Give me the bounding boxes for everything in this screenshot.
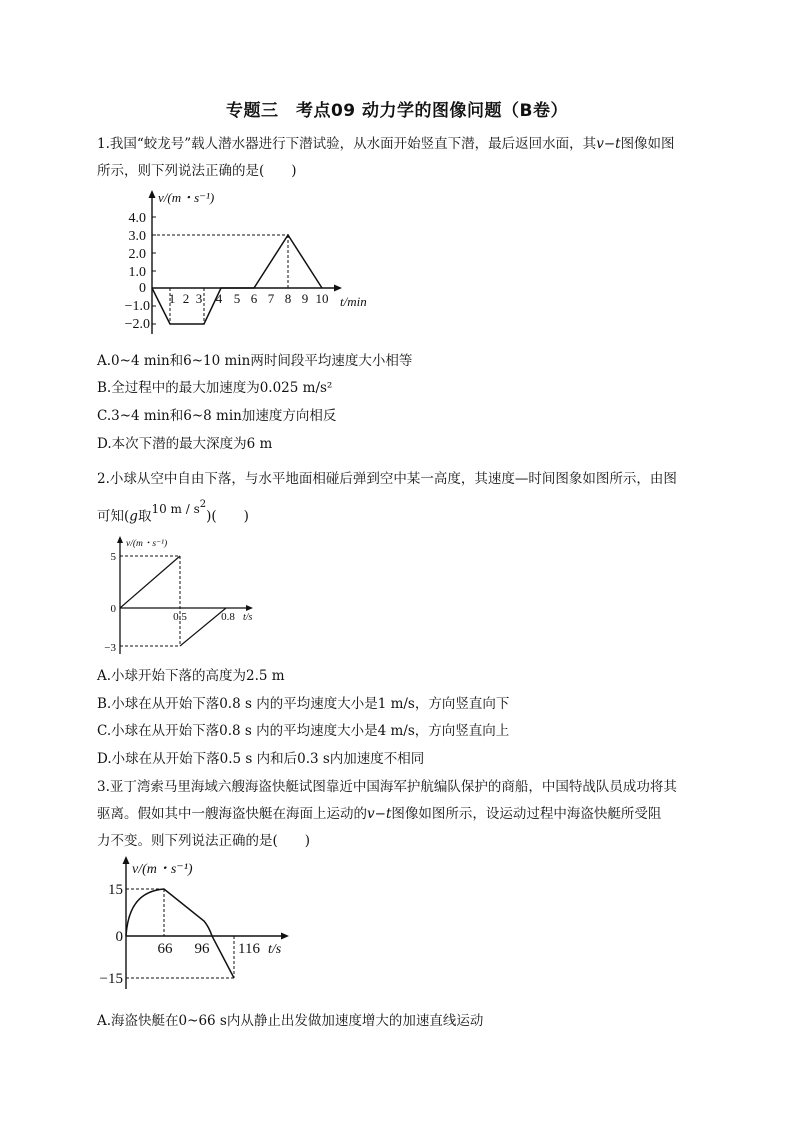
q2-xlabel: t/s — [243, 612, 253, 623]
q2-label-08: 0.8 — [221, 611, 235, 623]
q3-stem — [97, 774, 697, 855]
q2-stem-line2-c: )( ) — [206, 508, 249, 525]
q1-stem-vt: v−t — [596, 136, 621, 152]
q2-stem-line2-a: 可知( — [97, 508, 130, 525]
q1-ytick-m1: −1.0 — [124, 299, 150, 314]
q2-stem — [97, 462, 697, 534]
q3-stem-vt: v−t — [367, 806, 392, 822]
q3-stem-line2-b: 图像如图所示，设运动过程中海盗快艇所受阻 — [391, 806, 662, 822]
q1-xtick-7: 7 — [267, 291, 275, 306]
q2-stem-g: g — [129, 508, 138, 525]
q3-label-116: 116 — [238, 941, 260, 957]
q1-ylabel: v/(m・s⁻¹) — [158, 190, 215, 205]
q1-stem-line1: 1.我国“蛟龙号”载人潜水器进行下潜试验，从水面开始竖直下潜，最后返回水面，其 — [97, 136, 597, 152]
q2-option-d: D.小球在从开始下落0.5 s 内和后0.3 s内加速度不相同 — [97, 751, 425, 767]
q2-label-05: 0.5 — [173, 611, 187, 623]
q1-vt-graph — [100, 188, 390, 343]
q3-xlabel: t/s — [268, 942, 282, 957]
q2-label-0: 0 — [110, 603, 116, 615]
q1-xtick-5: 5 — [233, 291, 241, 306]
q2-stem-gexp: 2 — [199, 499, 207, 510]
q3-label-66: 66 — [157, 941, 173, 957]
q2-option-b: B.小球在从开始下落0.8 s 内的平均速度大小是1 m/s，方向竖直向下 — [97, 696, 510, 712]
q1-xtick-4: 4 — [215, 291, 223, 306]
q1-stem-line1-end: 图像如图 — [620, 136, 675, 152]
q2-stem-line2-b: 取 — [137, 508, 152, 525]
q2-stem-line1: 2.小球从空中自由下落，与水平地面相碰后弹到空中某一高度，其速度—时间图象如图所示，由图 — [97, 471, 677, 487]
q2-label-m3: −3 — [104, 642, 116, 654]
q1-ytick-m2: −2.0 — [124, 317, 150, 332]
q1-option-c: C.3~4 min和6~8 min加速度方向相反 — [97, 408, 337, 424]
q1-option-b: B.全过程中的最大加速度为0.025 m/s² — [97, 380, 333, 396]
q1-ytick-0: 0 — [139, 281, 146, 296]
q3-vt-graph — [99, 851, 304, 996]
q1-xlabel: t/min — [340, 294, 367, 309]
q1-ytick-1: 1.0 — [128, 265, 146, 280]
q3-label-m15: −15 — [99, 971, 123, 987]
q1-stem — [97, 131, 697, 185]
q3-label-0: 0 — [115, 929, 123, 945]
q2-stem-gval: 10 m / s — [151, 501, 200, 516]
q3-stem-line2-a: 驱离。假如其中一艘海盗快艇在海面上运动的 — [97, 806, 367, 822]
q2-vt-graph — [104, 534, 264, 659]
q1-xtick-2: 2 — [182, 291, 190, 306]
q2-option-a: A.小球开始下落的高度为2.5 m — [97, 668, 285, 684]
q3-label-96: 96 — [194, 941, 210, 957]
q1-option-a: A.0~4 min和6~10 min两时间段平均速度大小相等 — [97, 353, 413, 369]
q1-ytick-4: 4.0 — [128, 211, 146, 226]
q2-label-5: 5 — [110, 551, 116, 563]
q3-option-a: A.海盗快艇在0~66 s内从静止出发做加速度增大的加速直线运动 — [97, 1013, 484, 1029]
q1-xtick-1: 1 — [168, 291, 176, 306]
q3-stem-line3: 力不变。则下列说法正确的是( ) — [97, 833, 311, 849]
q1-xtick-6: 6 — [250, 291, 258, 306]
q1-xtick-8: 8 — [284, 291, 292, 306]
q1-ytick-3: 3.0 — [128, 229, 146, 244]
q1-stem-line2: 所示，则下列说法正确的是( ) — [97, 163, 297, 179]
page-title: 专题三 考点09 动力学的图像问题（B卷） — [225, 101, 569, 121]
q3-ylabel: v/(m・s⁻¹) — [132, 862, 193, 877]
q1-xtick-10: 10 — [315, 291, 329, 306]
q3-stem-line1: 3.亚丁湾索马里海域六艘海盗快艇试图靠近中国海军护航编队保护的商船，中国特战队员成功将其 — [97, 779, 677, 795]
q3-label-15: 15 — [108, 882, 123, 898]
q1-xtick-3: 3 — [195, 291, 203, 306]
q1-xtick-9: 9 — [301, 291, 309, 306]
q2-ylabel: v/(m・s⁻¹) — [126, 539, 168, 549]
q2-option-c: C.小球在从开始下落0.8 s 内的平均速度大小是4 m/s，方向竖直向上 — [97, 723, 510, 739]
q1-ytick-2: 2.0 — [128, 247, 146, 262]
q1-option-d: D.本次下潜的最大深度为6 m — [97, 436, 273, 452]
